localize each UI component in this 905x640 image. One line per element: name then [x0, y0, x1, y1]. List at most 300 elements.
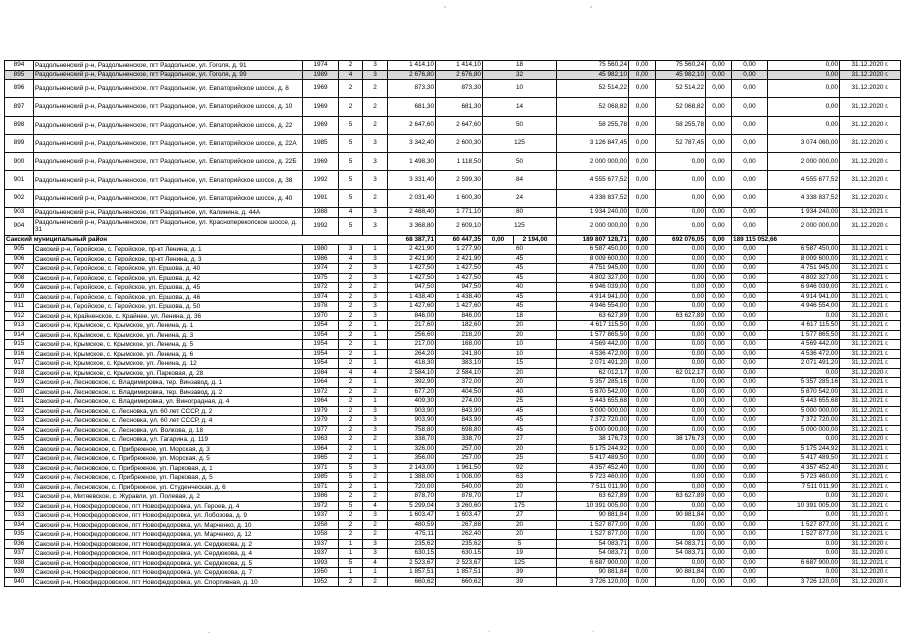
year-cell: 1985: [303, 134, 339, 152]
local-budget-cell: 0,00: [656, 273, 706, 283]
fund-cell: 1 934 240,00: [768, 208, 840, 218]
address-cell: Раздольненский р-н, Раздольненское, пгт Раздольное, ул. Красноперекопское шоссе, д. 31: [34, 217, 303, 235]
fund-cell: 0,00: [768, 435, 840, 445]
scan-mark: ,: [444, 2, 446, 9]
floors-cell: 2: [339, 302, 363, 312]
cost-total-cell: 2 000 000,00: [557, 217, 629, 235]
persons-cell: 10: [483, 340, 557, 350]
zero-cell: 0,00: [629, 98, 656, 116]
area-living-cell: 540,00: [436, 482, 483, 492]
area-total-cell: 2 468,40: [388, 208, 436, 218]
area-living-cell: 2 599,30: [436, 171, 483, 189]
zero-cell: 0,00: [706, 359, 732, 369]
fund-cell: 0,00: [768, 98, 840, 116]
row-number: 902: [5, 189, 34, 207]
area-total-cell: 1 427,50: [388, 273, 436, 283]
row-number: 919: [5, 378, 34, 388]
cost-total-cell: 4 802 327,00: [557, 273, 629, 283]
area-total-cell: 630,15: [388, 549, 436, 559]
zero-cell: 0,00: [706, 171, 732, 189]
area-living-cell: 383,10: [436, 359, 483, 369]
zero-cell: 0,00: [629, 349, 656, 359]
row-number: 899: [5, 134, 34, 152]
area-total-cell: 947,50: [388, 283, 436, 293]
area-living-cell: 1 857,51: [436, 568, 483, 578]
area-living-cell: 168,00: [436, 340, 483, 350]
table-row: [5, 70, 901, 80]
local-budget-cell: 58 255,78: [656, 116, 706, 134]
date-cell: 31.12.2020 г.: [840, 61, 901, 71]
area-living-cell: 235,62: [436, 539, 483, 549]
fund-cell: 4 802 327,00: [768, 273, 840, 283]
fund-cell: 4 914 941,00: [768, 292, 840, 302]
local-budget-cell: 62 012,17: [656, 368, 706, 378]
fund-cell: 0,00: [768, 568, 840, 578]
entrances-cell: 1: [363, 245, 388, 255]
year-cell: 1971: [303, 463, 339, 473]
zero-cell: 0,00: [732, 302, 768, 312]
entrances-cell: 1: [363, 349, 388, 359]
fund-cell: 0,00: [768, 368, 840, 378]
zero-cell: 0,00: [629, 368, 656, 378]
area-living-cell: 1 600,30: [436, 189, 483, 207]
zero-cell: 0,00: [706, 387, 732, 397]
address-cell: Сакский р-н, Лесновское, с. Лесновка, ул. 60 лет СССР, д. 2: [34, 406, 303, 416]
persons-cell: 45: [483, 273, 557, 283]
section-c1: 0,00: [483, 235, 514, 245]
table-row: [5, 406, 901, 416]
table-row: [5, 387, 901, 397]
area-living-cell: 338,70: [436, 435, 483, 445]
table-row: [5, 321, 901, 331]
section-area-living: 60 447,35: [436, 235, 483, 245]
persons-cell: 25: [483, 454, 557, 464]
year-cell: 1937: [303, 511, 339, 521]
row-number: 897: [5, 98, 34, 116]
year-cell: 1954: [303, 340, 339, 350]
zero-cell: 0,00: [732, 473, 768, 483]
year-cell: 1964: [303, 378, 339, 388]
zero-cell: 0,00: [629, 482, 656, 492]
address-cell: Сакский р-н, Геройское, с. Геройское, пр-кт Ленина, д. 1: [34, 245, 303, 255]
zero-cell: 0,00: [706, 321, 732, 331]
zero-cell: 0,00: [629, 435, 656, 445]
local-budget-cell: 0,00: [656, 406, 706, 416]
row-number: 920: [5, 387, 34, 397]
table-row: [5, 171, 901, 189]
zero-cell: 0,00: [706, 492, 732, 502]
zero-cell: 0,00: [629, 61, 656, 71]
entrances-cell: 2: [363, 387, 388, 397]
zero-cell: 0,00: [706, 153, 732, 171]
entrances-cell: 2: [363, 435, 388, 445]
local-budget-cell: 38 176,73: [656, 435, 706, 445]
entrances-cell: 2: [363, 80, 388, 98]
area-living-cell: 1 277,90: [436, 245, 483, 255]
zero-cell: 0,00: [706, 482, 732, 492]
fund-cell: 5 175 244,92: [768, 444, 840, 454]
table-row: [5, 482, 901, 492]
floors-cell: 5: [339, 473, 363, 483]
floors-cell: 5: [339, 217, 363, 235]
date-cell: 31.12.2020 г.: [840, 116, 901, 134]
area-living-cell: 1 008,00: [436, 473, 483, 483]
date-cell: 31.12.2021 г.: [840, 321, 901, 331]
cost-total-cell: 5 443 655,68: [557, 397, 629, 407]
area-total-cell: 418,30: [388, 359, 436, 369]
section-c5: 189 115 052,66: [732, 235, 840, 245]
address-cell: Сакский р-н, Лесновское, с. Прибрежное, ул. Морская, д. 3: [34, 444, 303, 454]
floors-cell: 2: [339, 387, 363, 397]
date-cell: 31.12.2021 г.: [840, 340, 901, 350]
zero-cell: 0,00: [732, 539, 768, 549]
address-cell: Сакский р-н, Новофедоровское, пгт Новофедоровка, ул. Марченко, д. 10: [34, 520, 303, 530]
local-budget-cell: 0,00: [656, 245, 706, 255]
zero-cell: 0,00: [706, 340, 732, 350]
zero-cell: 0,00: [732, 98, 768, 116]
persons-cell: 10: [483, 80, 557, 98]
zero-cell: 0,00: [706, 406, 732, 416]
floors-cell: 5: [339, 134, 363, 152]
address-cell: Сакский р-н, Новофедоровское, пгт Новофедоровка, ул. Лобозова, д. 9: [34, 511, 303, 521]
area-living-cell: 1 961,50: [436, 463, 483, 473]
cost-total-cell: 6 587 450,00: [557, 245, 629, 255]
local-budget-cell: 52 514,22: [656, 80, 706, 98]
persons-cell: 25: [483, 397, 557, 407]
local-budget-cell: 0,00: [656, 283, 706, 293]
entrances-cell: 1: [363, 321, 388, 331]
persons-cell: 45: [483, 254, 557, 264]
year-cell: 1969: [303, 116, 339, 134]
cost-total-cell: 1 527 877,00: [557, 520, 629, 530]
local-budget-cell: 0,00: [656, 454, 706, 464]
date-cell: 31.12.2021 г.: [840, 501, 901, 511]
local-budget-cell: 63 627,89: [656, 492, 706, 502]
local-budget-cell: 0,00: [656, 473, 706, 483]
address-cell: Сакский р-н, Лесновское, с. Лесновка, ул. Волкова, д. 18: [34, 425, 303, 435]
table-row: [5, 378, 901, 388]
entrances-cell: 3: [363, 549, 388, 559]
area-living-cell: 3 260,60: [436, 501, 483, 511]
area-living-cell: 873,30: [436, 80, 483, 98]
area-total-cell: 2 647,60: [388, 116, 436, 134]
row-number: 904: [5, 217, 34, 235]
area-total-cell: 2 421,90: [388, 254, 436, 264]
row-number: 910: [5, 292, 34, 302]
table-row: [5, 463, 901, 473]
row-number: 898: [5, 116, 34, 134]
floors-cell: 2: [339, 311, 363, 321]
year-cell: 1972: [303, 283, 339, 293]
zero-cell: 0,00: [629, 189, 656, 207]
zero-cell: 0,00: [629, 444, 656, 454]
area-total-cell: 2 676,80: [388, 70, 436, 80]
row-number: 914: [5, 330, 34, 340]
address-cell: Сакский р-н, Лесновское, с. Прибрежное, ул. Парковая, д. 1: [34, 463, 303, 473]
table-row: [5, 349, 901, 359]
floors-cell: 4: [339, 254, 363, 264]
zero-cell: 0,00: [629, 387, 656, 397]
area-living-cell: 274,00: [436, 397, 483, 407]
date-cell: 31.12.2021 г.: [840, 530, 901, 540]
fund-cell: 0,00: [768, 511, 840, 521]
cost-total-cell: 52 514,22: [557, 80, 629, 98]
year-cell: 1950: [303, 568, 339, 578]
cost-total-cell: 4 536 472,00: [557, 349, 629, 359]
address-cell: Сакский р-н, Лесновское, с. Владимировка, ул. Виноградная, д. 4: [34, 397, 303, 407]
cost-total-cell: 90 881,84: [557, 568, 629, 578]
floors-cell: 2: [339, 264, 363, 274]
zero-cell: 0,00: [732, 577, 768, 587]
zero-cell: 0,00: [732, 511, 768, 521]
date-cell: 31.12.2020 г.: [840, 492, 901, 502]
table-row: [5, 330, 901, 340]
floors-cell: 5: [339, 463, 363, 473]
zero-cell: 0,00: [629, 302, 656, 312]
row-number: 900: [5, 153, 34, 171]
zero-cell: 0,00: [706, 98, 732, 116]
row-number: 907: [5, 264, 34, 274]
cost-total-cell: 1 527 877,00: [557, 530, 629, 540]
cost-total-cell: 62 012,17: [557, 368, 629, 378]
zero-cell: 0,00: [732, 116, 768, 134]
row-number: 938: [5, 558, 34, 568]
year-cell: 1980: [303, 245, 339, 255]
local-budget-cell: 90 881,84: [656, 511, 706, 521]
address-cell: Сакский р-н, Новофедоровское, пгт Новофедоровка, ул. Героев, д. 4: [34, 501, 303, 511]
year-cell: 1979: [303, 416, 339, 426]
zero-cell: 0,00: [629, 568, 656, 578]
entrances-cell: 2: [363, 98, 388, 116]
local-budget-cell: 0,00: [656, 264, 706, 274]
local-budget-cell: 0,00: [656, 577, 706, 587]
local-budget-cell: 0,00: [656, 416, 706, 426]
area-living-cell: 2 676,80: [436, 70, 483, 80]
floors-cell: 4: [339, 368, 363, 378]
address-cell: Сакский р-н, Лесновское, с. Лесновка, ул. 60 лет СССР, д. 4: [34, 416, 303, 426]
entrances-cell: 3: [363, 406, 388, 416]
zero-cell: 0,00: [629, 116, 656, 134]
area-total-cell: 2 031,40: [388, 189, 436, 207]
address-cell: Сакский р-н, Новофедоровское, пгт Новофедоровка, ул. Спортивная, д. 10: [34, 577, 303, 587]
zero-cell: 0,00: [629, 208, 656, 218]
zero-cell: 0,00: [706, 444, 732, 454]
address-cell: Раздольненский р-н, Раздольненское, пгт Раздольное, ул. Евпаторийское шоссе, д. 22А: [34, 134, 303, 152]
entrances-cell: 1: [363, 397, 388, 407]
row-number: 923: [5, 416, 34, 426]
date-cell: 31.12.2021 г.: [840, 558, 901, 568]
date-cell: 31.12.2021 г.: [840, 387, 901, 397]
row-number: 934: [5, 520, 34, 530]
year-cell: 1991: [303, 189, 339, 207]
zero-cell: 0,00: [629, 530, 656, 540]
area-total-cell: 903,90: [388, 406, 436, 416]
cost-total-cell: 5 000 000,00: [557, 406, 629, 416]
area-total-cell: 846,00: [388, 311, 436, 321]
persons-cell: 19: [483, 549, 557, 559]
zero-cell: 0,00: [706, 577, 732, 587]
zero-cell: 0,00: [629, 311, 656, 321]
row-number: 939: [5, 568, 34, 578]
zero-cell: 0,00: [629, 406, 656, 416]
cost-total-cell: 10 391 005,00: [557, 501, 629, 511]
area-living-cell: 257,00: [436, 454, 483, 464]
zero-cell: 0,00: [706, 245, 732, 255]
persons-cell: 20: [483, 520, 557, 530]
address-cell: Сакский р-н, Крымское, с. Крымское, ул. Парковая, д. 28: [34, 368, 303, 378]
entrances-cell: 3: [363, 134, 388, 152]
area-living-cell: 846,00: [436, 311, 483, 321]
floors-cell: 2: [339, 397, 363, 407]
floors-cell: 2: [339, 425, 363, 435]
area-living-cell: 1 118,50: [436, 153, 483, 171]
zero-cell: 0,00: [706, 311, 732, 321]
persons-cell: 39: [483, 568, 557, 578]
persons-cell: 32: [483, 70, 557, 80]
local-budget-cell: 0,00: [656, 359, 706, 369]
fund-cell: 2 000 000,00: [768, 217, 840, 235]
fund-cell: 6 587 450,00: [768, 245, 840, 255]
address-cell: Сакский р-н, Лесновское, с. Владимировка, тер. Винзавод, д. 1: [34, 378, 303, 388]
floors-cell: 2: [339, 292, 363, 302]
cost-total-cell: 54 083,71: [557, 539, 629, 549]
cost-total-cell: 75 560,24: [557, 61, 629, 71]
section-label: Сакский муниципальный район: [5, 235, 388, 245]
entrances-cell: 2: [363, 189, 388, 207]
area-total-cell: 1 857,51: [388, 568, 436, 578]
fund-cell: 1 527 877,00: [768, 530, 840, 540]
floors-cell: 5: [339, 116, 363, 134]
zero-cell: 0,00: [629, 340, 656, 350]
area-living-cell: 698,80: [436, 425, 483, 435]
area-total-cell: 1 438,40: [388, 292, 436, 302]
zero-cell: 0,00: [706, 568, 732, 578]
zero-cell: 0,00: [629, 264, 656, 274]
local-budget-cell: 0,00: [656, 340, 706, 350]
zero-cell: 0,00: [629, 520, 656, 530]
scan-mark: ,: [590, 2, 592, 9]
cost-total-cell: 58 255,78: [557, 116, 629, 134]
floors-cell: 2: [339, 482, 363, 492]
local-budget-cell: 45 982,10: [656, 70, 706, 80]
row-number: 912: [5, 311, 34, 321]
area-living-cell: 2 600,30: [436, 134, 483, 152]
address-cell: Сакский р-н, Крайненское, с. Крайнее, ул. Ленина, д. 36: [34, 311, 303, 321]
persons-cell: 15: [483, 359, 557, 369]
zero-cell: 0,00: [706, 558, 732, 568]
cost-total-cell: 4 946 554,00: [557, 302, 629, 312]
fund-cell: 3 074 060,00: [768, 134, 840, 152]
zero-cell: 0,00: [706, 70, 732, 80]
area-living-cell: 372,00: [436, 378, 483, 388]
row-number: 925: [5, 435, 34, 445]
zero-cell: 0,00: [732, 416, 768, 426]
entrances-cell: 4: [363, 501, 388, 511]
area-total-cell: 903,90: [388, 416, 436, 426]
year-cell: 1975: [303, 273, 339, 283]
zero-cell: 0,00: [629, 577, 656, 587]
cost-total-cell: 5 417 489,50: [557, 454, 629, 464]
entrances-cell: 3: [363, 217, 388, 235]
section-cost-total: 189 807 128,71: [557, 235, 629, 245]
fund-cell: 10 391 005,00: [768, 501, 840, 511]
area-total-cell: 480,59: [388, 520, 436, 530]
row-number: 903: [5, 208, 34, 218]
area-living-cell: 267,88: [436, 520, 483, 530]
year-cell: 1974: [303, 61, 339, 71]
address-cell: Сакский р-н, Крымское, с. Крымское, ул. Ленина, д. 3: [34, 330, 303, 340]
entrances-cell: 1: [363, 359, 388, 369]
zero-cell: 0,00: [629, 463, 656, 473]
persons-cell: 27: [483, 435, 557, 445]
floors-cell: 2: [339, 273, 363, 283]
entrances-cell: 2: [363, 473, 388, 483]
area-living-cell: 241,80: [436, 349, 483, 359]
year-cell: 1986: [303, 254, 339, 264]
floors-cell: 2: [339, 520, 363, 530]
zero-cell: 0,00: [732, 61, 768, 71]
floors-cell: 2: [339, 98, 363, 116]
year-cell: 1971: [303, 482, 339, 492]
local-budget-cell: 0,00: [656, 397, 706, 407]
zero-cell: 0,00: [706, 473, 732, 483]
local-budget-cell: 0,00: [656, 463, 706, 473]
address-cell: Раздольненский р-н, Раздольненское, пгт Раздольное, ул. Евпаторийское шоссе, д. 40: [34, 189, 303, 207]
table-row: [5, 549, 901, 559]
zero-cell: 0,00: [732, 368, 768, 378]
area-living-cell: 2 647,60: [436, 116, 483, 134]
floors-cell: 2: [339, 444, 363, 454]
persons-cell: 92: [483, 463, 557, 473]
date-cell: 31.12.2021 г.: [840, 444, 901, 454]
date-cell: 31.12.2021 г.: [840, 416, 901, 426]
floors-cell: 1: [339, 539, 363, 549]
table-row: [5, 492, 901, 502]
entrances-cell: 3: [363, 61, 388, 71]
entrances-cell: 1: [363, 454, 388, 464]
area-total-cell: 660,62: [388, 577, 436, 587]
zero-cell: 0,00: [732, 435, 768, 445]
fund-cell: 0,00: [768, 549, 840, 559]
table-row: [5, 61, 901, 71]
persons-cell: 63: [483, 473, 557, 483]
fund-cell: 0,00: [768, 116, 840, 134]
area-total-cell: 758,80: [388, 425, 436, 435]
area-total-cell: 409,30: [388, 397, 436, 407]
table-row: [5, 397, 901, 407]
persons-cell: 45: [483, 292, 557, 302]
local-budget-cell: 54 083,71: [656, 549, 706, 559]
area-living-cell: 1 427,60: [436, 302, 483, 312]
area-total-cell: 356,00: [388, 454, 436, 464]
row-number: 915: [5, 340, 34, 350]
area-total-cell: 2 584,10: [388, 368, 436, 378]
persons-cell: 20: [483, 368, 557, 378]
zero-cell: 0,00: [732, 273, 768, 283]
persons-cell: 17: [483, 492, 557, 502]
year-cell: 1963: [303, 435, 339, 445]
zero-cell: 0,00: [706, 530, 732, 540]
address-cell: Раздольненский р-н, Раздольненское, пгт Раздольное, ул. Евпаторийское шоссе, д. 10: [34, 98, 303, 116]
zero-cell: 0,00: [732, 217, 768, 235]
zero-cell: 0,00: [706, 208, 732, 218]
area-total-cell: 720,00: [388, 482, 436, 492]
persons-cell: 125: [483, 558, 557, 568]
entrances-cell: 4: [363, 368, 388, 378]
row-number: 929: [5, 473, 34, 483]
persons-cell: 18: [483, 311, 557, 321]
zero-cell: 0,00: [706, 349, 732, 359]
